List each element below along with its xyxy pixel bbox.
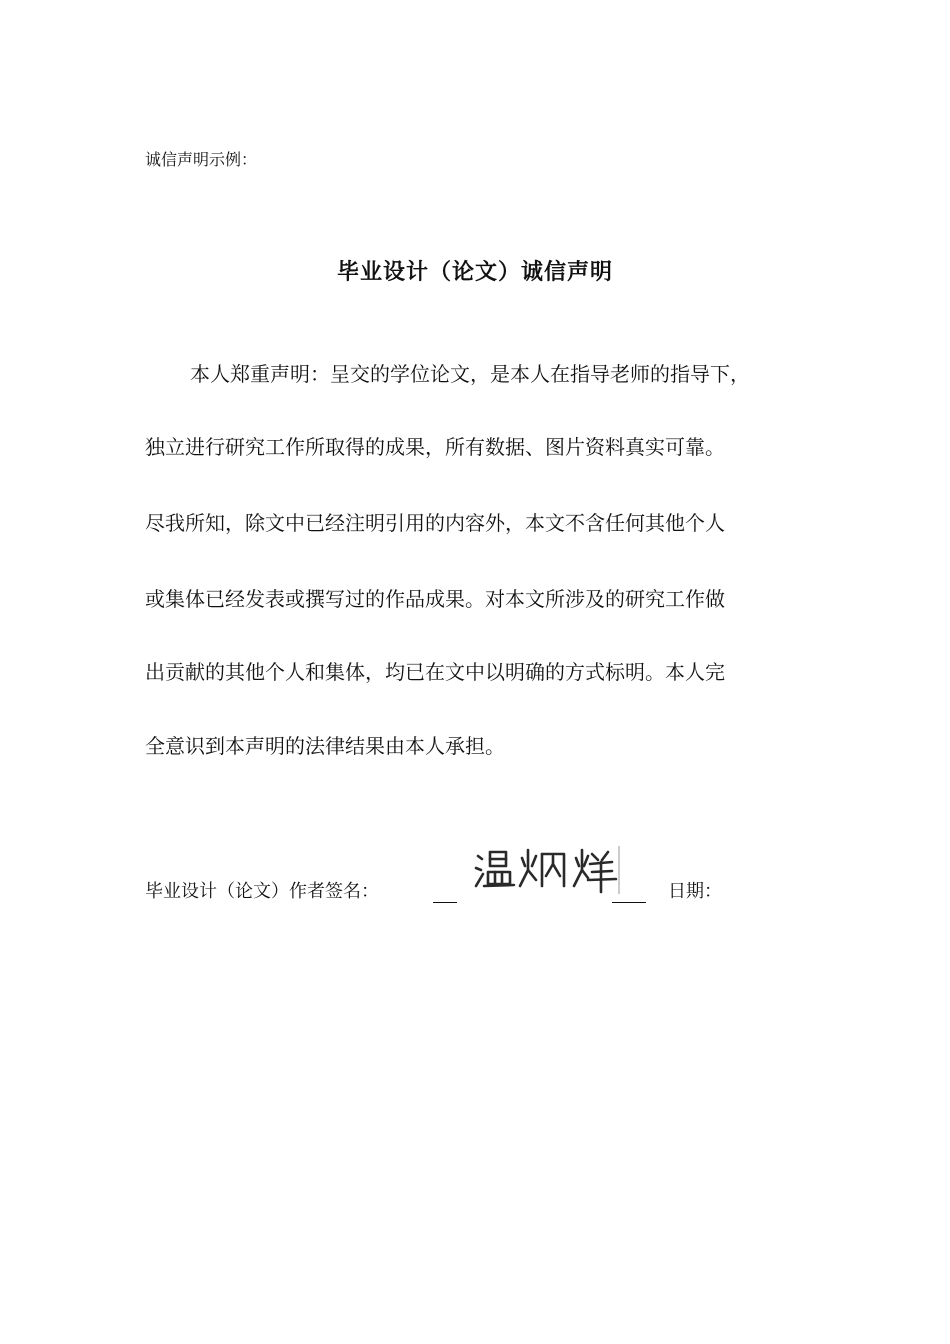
date-label: 日期： <box>668 881 722 902</box>
signature-underline-right <box>612 902 646 903</box>
caption: 诚信声明示例： <box>145 150 258 169</box>
handwritten-signature <box>470 842 620 898</box>
paragraph-line: 全意识到本声明的法律结果由本人承担。 <box>145 734 505 758</box>
signature-underline-left <box>433 902 457 903</box>
paragraph-line: 尽我所知，除文中已经注明引用的内容外，本文不含任何其他个人 <box>145 511 725 535</box>
paragraph-line: 出贡献的其他个人和集体，均已在文中以明确的方式标明。本人完 <box>145 660 725 684</box>
page-title: 毕业设计（论文）诚信声明 <box>336 260 613 285</box>
paragraph-line: 或集体已经发表或撰写过的作品成果。对本文所涉及的研究工作做 <box>145 587 725 611</box>
signature-label: 毕业设计（论文）作者签名： <box>145 881 379 902</box>
paragraph-line: 独立进行研究工作所取得的成果，所有数据、图片资料真实可靠。 <box>145 435 725 459</box>
paragraph-line: 本人郑重声明：呈交的学位论文，是本人在指导老师的指导下， <box>190 362 750 386</box>
